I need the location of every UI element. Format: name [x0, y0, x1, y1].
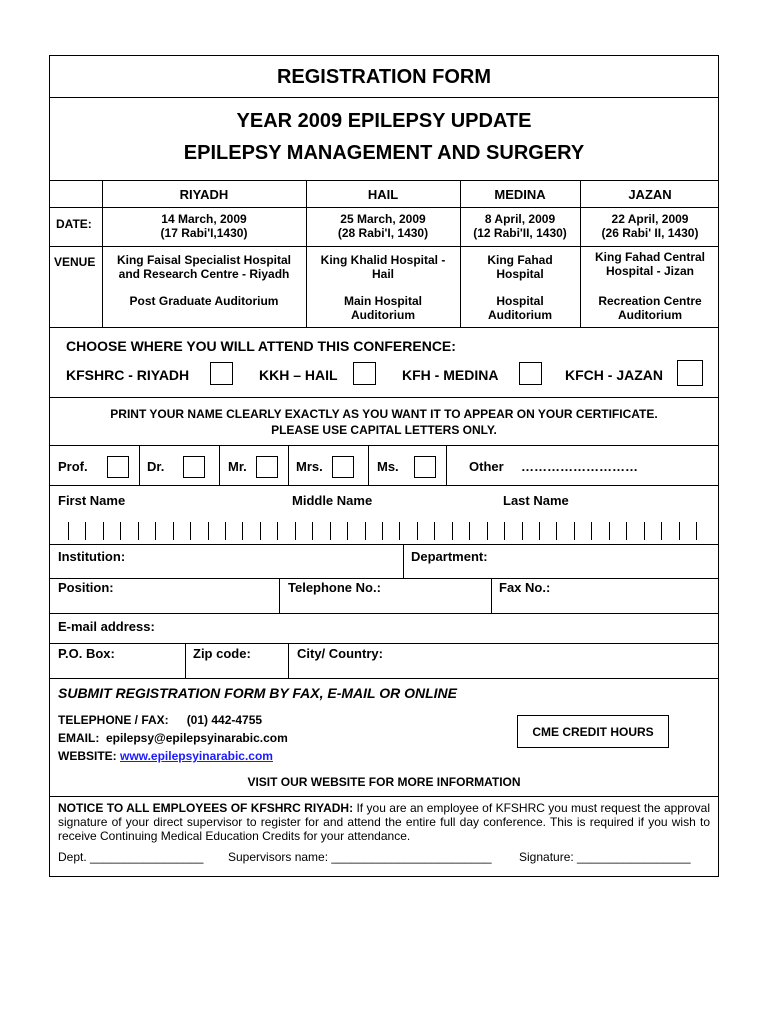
city-country-label: City/ Country: [297, 646, 383, 661]
name-letter-tick [103, 522, 104, 540]
name-letter-tick [644, 522, 645, 540]
attend-heading: CHOOSE WHERE YOU WILL ATTEND THIS CONFERENCE: [66, 338, 456, 354]
venue-riyadh: King Faisal Specialist Hospital and Research Centre - Riyadh [116, 253, 292, 281]
venue-jazan: King Fahad Central Hospital - Jizan [594, 250, 705, 278]
title-other-label: Other [469, 459, 504, 474]
event-title-line-2: EPILEPSY MANAGEMENT AND SURGERY [183, 142, 585, 164]
name-letter-tick [626, 522, 627, 540]
name-letter-tick [591, 522, 592, 540]
email-label: E-mail address: [58, 619, 155, 634]
hall-medina: Hospital Auditorium [488, 294, 552, 322]
name-letter-tick [452, 522, 453, 540]
name-letter-tick [661, 522, 662, 540]
name-letter-tick [138, 522, 139, 540]
date-row-label: DATE: [56, 217, 92, 231]
name-letter-tick [469, 522, 470, 540]
cme-credit-hours-box: CME CREDIT HOURS [517, 715, 669, 748]
hall-hail: Main Hospital Auditorium [343, 294, 422, 322]
city-header-hail: HAIL [367, 187, 399, 202]
fax-label: Fax No.: [499, 580, 551, 595]
city-header-medina: MEDINA [494, 187, 546, 202]
name-letter-tick [365, 522, 366, 540]
attend-option-riyadh-label: KFSHRC - RIYADH [66, 367, 190, 383]
title-prof-checkbox[interactable] [107, 456, 129, 478]
last-name-label: Last Name [503, 493, 569, 508]
name-letter-tick [434, 522, 435, 540]
name-letter-tick [504, 522, 505, 540]
print-notice-line-2: PLEASE USE CAPITAL LETTERS ONLY. [271, 423, 497, 437]
name-letter-tick [347, 522, 348, 540]
print-notice-line-1: PRINT YOUR NAME CLEARLY EXACTLY AS YOU WANT IT TO APPEAR ON YOUR CERTIFICATE. [110, 407, 658, 421]
title-mrs-label: Mrs. [296, 459, 323, 474]
title-dr-label: Dr. [147, 459, 165, 474]
first-name-label: First Name [58, 493, 126, 508]
email-line: EMAIL: epilepsy@epilepsyinarabic.com [58, 731, 288, 745]
name-letter-tick [242, 522, 243, 540]
supervisor-name-field[interactable]: Supervisors name: ________________________ [228, 850, 492, 864]
name-letter-tick [487, 522, 488, 540]
name-letter-tick [556, 522, 557, 540]
po-box-label: P.O. Box: [58, 646, 115, 661]
attend-medina-checkbox[interactable] [519, 362, 542, 385]
website-link[interactable]: www.epilepsyinarabic.com [120, 749, 273, 763]
name-letter-tick [155, 522, 156, 540]
title-mrs-checkbox[interactable] [332, 456, 354, 478]
attend-riyadh-checkbox[interactable] [210, 362, 233, 385]
title-ms-checkbox[interactable] [414, 456, 436, 478]
name-letter-tick [312, 522, 313, 540]
name-letter-tick [539, 522, 540, 540]
attend-option-jazan-label: KFCH - JAZAN [565, 367, 663, 383]
date-riyadh: 14 March, 2009 (17 Rabi'I,1430) [160, 212, 248, 240]
name-letter-tick [190, 522, 191, 540]
dept-field[interactable]: Dept. _________________ [58, 850, 204, 864]
website-line: WEBSITE: www.epilepsyinarabic.com [58, 749, 273, 763]
hall-riyadh: Post Graduate Auditorium [129, 294, 279, 308]
event-title-line-1: YEAR 2009 EPILEPSY UPDATE [236, 110, 532, 132]
name-letter-tick [208, 522, 209, 540]
telephone-fax-line: TELEPHONE / FAX: (01) 442-4755 [58, 713, 263, 727]
name-letter-tick [330, 522, 331, 540]
name-letter-tick [696, 522, 697, 540]
name-letter-tick [120, 522, 121, 540]
name-letter-tick [574, 522, 575, 540]
title-dr-checkbox[interactable] [183, 456, 205, 478]
attend-hail-checkbox[interactable] [353, 362, 376, 385]
name-letter-tick [417, 522, 418, 540]
venue-hail: King Khalid Hospital - Hail [320, 253, 446, 281]
date-hail: 25 March, 2009 (28 Rabi'I, 1430) [337, 212, 429, 240]
name-letter-tick [260, 522, 261, 540]
institution-label: Institution: [58, 549, 126, 564]
visit-website-note: VISIT OUR WEBSITE FOR MORE INFORMATION [247, 775, 521, 789]
title-ms-label: Ms. [377, 459, 399, 474]
date-jazan: 22 April, 2009 (26 Rabi' II, 1430) [601, 212, 699, 240]
middle-name-label: Middle Name [292, 493, 373, 508]
submit-heading: SUBMIT REGISTRATION FORM BY FAX, E-MAIL OR ONLINE [58, 685, 458, 701]
name-letter-tick [277, 522, 278, 540]
attend-jazan-checkbox[interactable] [677, 360, 703, 386]
name-letter-tick [679, 522, 680, 540]
name-letter-tick [68, 522, 69, 540]
kfshrc-employee-notice: NOTICE TO ALL EMPLOYEES OF KFSHRC RIYADH: If you are an employee of KFSHRC you must request the approval signature of your direct supervisor to register for and attend the entire full day conference. This is required if you wish to receive Continuing Medical Education Credits for your attendance. [58, 801, 710, 843]
title-mr-checkbox[interactable] [256, 456, 278, 478]
department-label: Department: [411, 549, 488, 564]
name-letter-tick [522, 522, 523, 540]
venue-medina: King Fahad Hospital [487, 253, 553, 281]
registration-form [49, 55, 719, 877]
name-letter-boxes[interactable] [68, 522, 708, 542]
city-header-riyadh: RIYADH [179, 187, 229, 202]
title-prof-label: Prof. [58, 459, 88, 474]
hall-jazan: Recreation Centre Auditorium [598, 294, 702, 322]
telephone-label: Telephone No.: [288, 580, 381, 595]
city-header-jazan: JAZAN [628, 187, 672, 202]
name-letter-tick [609, 522, 610, 540]
name-letter-tick [382, 522, 383, 540]
title-other-field[interactable]: ……………………… [521, 459, 638, 474]
signature-field[interactable]: Signature: _________________ [519, 850, 691, 864]
name-letter-tick [295, 522, 296, 540]
attend-option-medina-label: KFH - MEDINA [402, 367, 499, 383]
title-mr-label: Mr. [228, 459, 247, 474]
name-letter-tick [173, 522, 174, 540]
date-medina: 8 April, 2009 (12 Rabi'II, 1430) [473, 212, 567, 240]
venue-row-label: VENUE [54, 255, 96, 269]
form-title: REGISTRATION FORM [276, 66, 492, 88]
name-letter-tick [399, 522, 400, 540]
name-letter-tick [225, 522, 226, 540]
name-letter-tick [85, 522, 86, 540]
attend-option-hail-label: KKH – HAIL [259, 367, 338, 383]
position-label: Position: [58, 580, 114, 595]
zip-code-label: Zip code: [193, 646, 251, 661]
